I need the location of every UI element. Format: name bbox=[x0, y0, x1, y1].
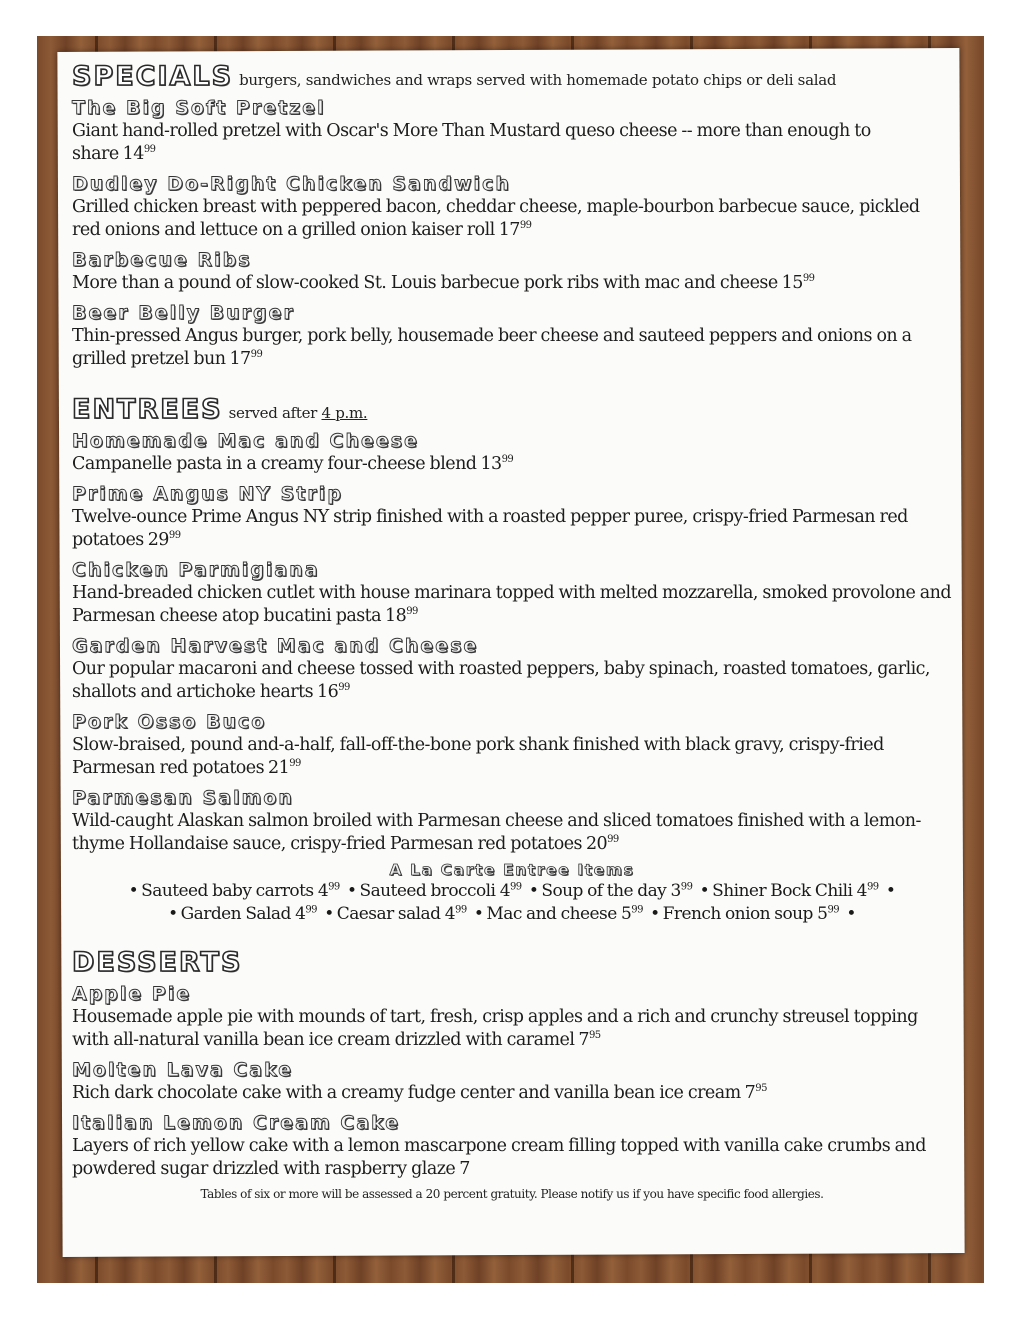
specials-note: burgers, sandwiches and wraps served with homemade potato chips or deli salad bbox=[239, 71, 837, 89]
entrees-header bbox=[72, 393, 952, 429]
specials-title: SPECIALS bbox=[72, 61, 234, 92]
specials-header bbox=[72, 60, 952, 96]
item-name: Garden Harvest Mac and Cheese bbox=[72, 635, 479, 657]
menu-item bbox=[72, 558, 952, 628]
item-name: Italian Lemon Cream Cake bbox=[72, 1112, 401, 1134]
item-price: $18^{99}$ bbox=[385, 606, 418, 626]
item-name: Chicken Parmigiana bbox=[72, 559, 320, 581]
item-price: $17^{99}$ bbox=[229, 349, 263, 369]
menu-item bbox=[72, 248, 952, 295]
item-price: $21^{99}$ bbox=[268, 758, 301, 778]
item-price: 7 bbox=[459, 1159, 470, 1179]
specials-list bbox=[72, 96, 952, 371]
footer-note: Tables of six or more will be assessed a 20 percent gratuity. Please notify us if you have specific food allergies. bbox=[200, 1187, 824, 1201]
desserts-title: DESSERTS bbox=[72, 947, 243, 978]
item-description: Campanelle pasta in a creamy four-cheese blend $13^{99}$ bbox=[72, 454, 514, 474]
item-price: $17^{99}$ bbox=[498, 220, 532, 240]
item-price: $16^{99}$ bbox=[317, 682, 350, 702]
desserts-header bbox=[72, 946, 952, 982]
item-description: Hand-breaded chicken cutlet with house marinara topped with melted mozzarella, smoked provolone and Parmesan cheese atop bucatini pasta $18^{99}$ bbox=[72, 583, 952, 626]
item-name: Homemade Mac and Cheese bbox=[72, 430, 419, 452]
entrees-title: ENTREES bbox=[72, 394, 223, 425]
menu-item bbox=[72, 429, 952, 476]
menu-item bbox=[72, 301, 952, 371]
item-description: More than a pound of slow-cooked St. Louis barbecue pork ribs with mac and cheese $15^{99}$ bbox=[72, 273, 815, 293]
item-price: $20^{99}$ bbox=[585, 834, 619, 854]
menu-item bbox=[72, 482, 952, 552]
item-description: Wild-caught Alaskan salmon broiled with Parmesan cheese and sliced tomatoes finished with a lemon-thyme Hollandaise sauce, crispy-fried Parmesan red potatoes $20^{99}$ bbox=[72, 811, 921, 854]
item-description: Thin-pressed Angus burger, pork belly, housemade beer cheese and sauteed peppers and onions on a grilled pretzel bun $17^{99}$ bbox=[72, 326, 912, 369]
desserts-list bbox=[72, 982, 952, 1181]
item-description: Slow-braised, pound and-a-half, fall-off-the-bone pork shank finished with black gravy, crispy-fried Parmesan red potatoes $21^{99}$ bbox=[72, 735, 884, 778]
item-description: Our popular macaroni and cheese tossed with roasted peppers, baby spinach, roasted tomatoes, garlic, shallots and artichoke hearts $16^{99}$ bbox=[72, 659, 930, 702]
item-description: Layers of rich yellow cake with a lemon mascarpone cream filling topped with vanilla cake crumbs and powdered sugar drizzled with raspberry glaze 7 bbox=[72, 1136, 926, 1179]
item-description: Housemade apple pie with mounds of tart, fresh, crisp apples and a rich and crunchy streusel topping with all-natural vanilla bean ice cream drizzled with caramel $7^{95}$ bbox=[72, 1007, 918, 1050]
item-name: Molten Lava Cake bbox=[72, 1059, 294, 1081]
menu-item bbox=[72, 96, 952, 166]
item-price: $15^{99}$ bbox=[781, 273, 815, 293]
item-price: $13^{99}$ bbox=[480, 454, 514, 474]
item-description: Twelve-ounce Prime Angus NY strip finished with a roasted pepper puree, crispy-fried Parmesan red potatoes $29^{99}$ bbox=[72, 507, 908, 550]
item-name: Pork Osso Buco bbox=[72, 711, 267, 733]
item-description: Giant hand-rolled pretzel with Oscar's More Than Mustard queso cheese -- more than enough to share $14^{99}$ bbox=[72, 121, 871, 164]
item-name: Prime Angus NY Strip bbox=[72, 483, 343, 505]
item-name: Parmesan Salmon bbox=[72, 787, 294, 809]
menu-content bbox=[72, 60, 952, 1201]
item-name: Beer Belly Burger bbox=[72, 302, 295, 324]
item-name: Apple Pie bbox=[72, 983, 192, 1005]
item-price: $14^{99}$ bbox=[122, 144, 156, 164]
menu-item bbox=[72, 982, 952, 1052]
item-price: $7^{95}$ bbox=[744, 1083, 767, 1103]
item-name: The Big Soft Pretzel bbox=[72, 97, 326, 119]
item-description: Rich dark chocolate cake with a creamy fudge center and vanilla bean ice cream $7^{95}$ bbox=[72, 1083, 767, 1103]
menu-item bbox=[72, 1111, 952, 1181]
alacarte-line-2: • Garden Salad $4^{99}$ • Caesar salad $4^{99}$ • Mac and cheese $5^{99}$ • French onion soup $5^{99}$ • bbox=[168, 904, 856, 924]
menu-item bbox=[72, 172, 952, 242]
entrees-list bbox=[72, 429, 952, 856]
menu-item bbox=[72, 634, 952, 704]
alacarte-title: A La Carte Entree Items bbox=[389, 861, 635, 879]
item-description: Grilled chicken breast with peppered bacon, cheddar cheese, maple-bourbon barbecue sauce, pickled red onions and lettuce on a grilled onion kaiser roll $17^{99}$ bbox=[72, 197, 920, 240]
item-name: Dudley Do-Right Chicken Sandwich bbox=[72, 173, 511, 195]
item-price: $7^{95}$ bbox=[578, 1030, 601, 1050]
item-name: Barbecue Ribs bbox=[72, 249, 252, 271]
menu-item bbox=[72, 786, 952, 856]
menu-item bbox=[72, 1058, 952, 1105]
alacarte-line-1: • Sauteed baby carrots $4^{99}$ • Sauteed broccoli $4^{99}$ • Soup of the day $3^{99}$ • Shiner Bock Chili $4^{99}$ • bbox=[128, 881, 896, 901]
menu-item bbox=[72, 710, 952, 780]
item-price: $29^{99}$ bbox=[147, 530, 181, 550]
entrees-note: served after 4 p.m. bbox=[228, 404, 368, 422]
